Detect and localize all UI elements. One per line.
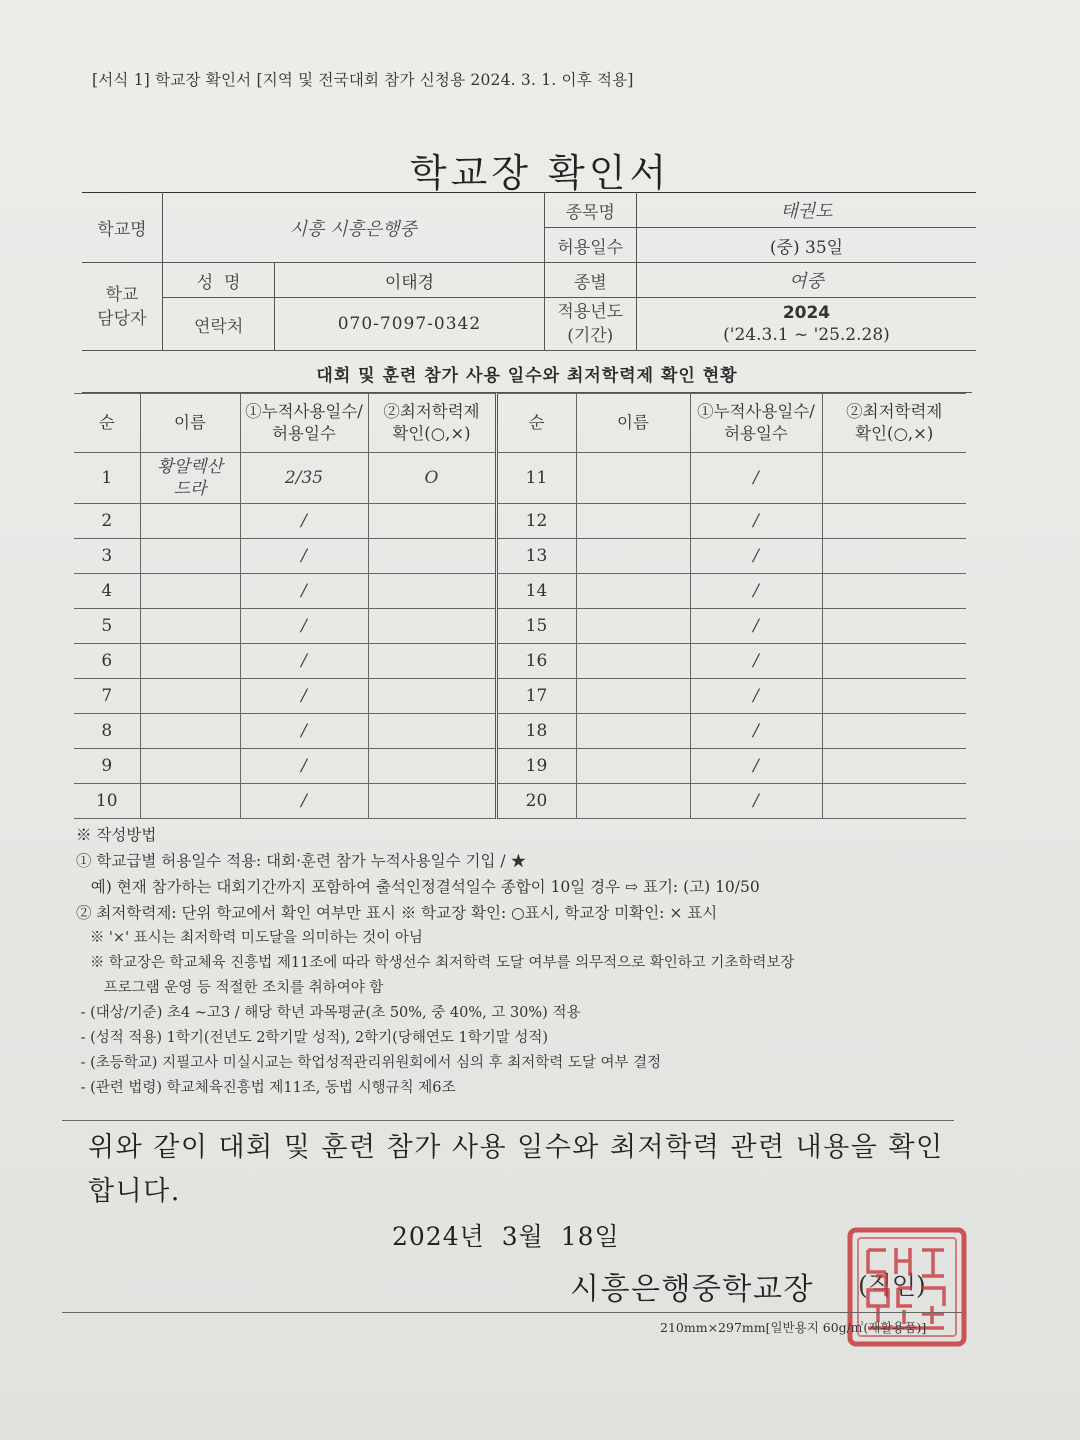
table-row — [74, 539, 966, 574]
instruction-line: - (초등학교) 지필고사 미실시교는 학업성적관리위원회에서 심의 후 최저학력 도달 여부 결정 — [76, 1055, 662, 1071]
days-used: / — [690, 749, 822, 784]
academic-check — [822, 679, 966, 714]
allowed-days-value: (중) 35일 — [636, 228, 976, 263]
student-name — [576, 784, 690, 819]
academic-check — [822, 784, 966, 819]
days-used: / — [690, 609, 822, 644]
divider — [62, 1120, 954, 1121]
signer-name: 시흥은행중학교장 — [570, 1272, 814, 1307]
status-table — [74, 393, 966, 819]
student-name — [140, 714, 240, 749]
year-label: 적용년도 (기간) — [544, 298, 636, 351]
student-name — [140, 749, 240, 784]
academic-check — [822, 609, 966, 644]
student-name — [140, 574, 240, 609]
academic-check — [368, 714, 496, 749]
name-label: 성 명 — [162, 263, 275, 298]
category-label: 종별 — [544, 263, 636, 298]
days-used: / — [240, 574, 368, 609]
academic-check — [822, 574, 966, 609]
header-days: ①누적사용일수/ 허용일수 — [240, 394, 368, 453]
header-check: ②최저학력제 확인(○,×) — [368, 394, 496, 453]
student-name — [140, 784, 240, 819]
student-name — [576, 574, 690, 609]
form-header: [서식 1] 학교장 확인서 [지역 및 전국대회 참가 신청용 2024. 3. 1. 이후 적용] — [92, 71, 634, 89]
instruction-line: - (대상/기준) 초4 ~고3 / 해당 학년 과목평균(초 50%, 중 40%, 고 30%) 적용 — [76, 1005, 581, 1021]
table-row — [74, 453, 966, 504]
year-cell — [636, 298, 976, 351]
row-number: 20 — [496, 784, 576, 819]
row-number: 9 — [74, 749, 140, 784]
days-used: / — [690, 644, 822, 679]
footer-divider — [62, 1312, 962, 1313]
table-row — [74, 504, 966, 539]
academic-check — [368, 539, 496, 574]
name-value: 이태경 — [275, 263, 544, 298]
academic-check — [822, 714, 966, 749]
header-days-right: ①누적사용일수/ 허용일수 — [690, 394, 822, 453]
days-used: / — [240, 714, 368, 749]
student-name — [576, 504, 690, 539]
row-number: 8 — [74, 714, 140, 749]
school-label: 학교명 — [82, 193, 162, 263]
table-row — [74, 574, 966, 609]
academic-check — [822, 749, 966, 784]
row-number: 5 — [74, 609, 140, 644]
seal-mark-label: (직인) — [858, 1271, 926, 1300]
info-table — [82, 192, 976, 351]
academic-check — [368, 504, 496, 539]
instruction-line: 예) 현재 참가하는 대회기간까지 포함하여 출석인정결석일수 종합이 10일 경우 ⇨ 표기: (고) 10/50 — [76, 878, 760, 896]
instruction-line: 프로그램 운영 등 적절한 조치를 취하여야 함 — [76, 980, 384, 996]
row-number: 4 — [74, 574, 140, 609]
academic-check — [822, 644, 966, 679]
instruction-line: ① 학교급별 허용일수 적용: 대회·훈련 참가 누적사용일수 기입 / ★ — [76, 852, 527, 870]
days-used: / — [690, 679, 822, 714]
instruction-line: ② 최저학력제: 단위 학교에서 확인 여부만 표시 ※ 학교장 확인: ○표시, 학교장 미확인: × 표시 — [76, 904, 718, 922]
header-name-right: 이름 — [576, 394, 690, 453]
student-name — [576, 679, 690, 714]
days-used: / — [240, 644, 368, 679]
header-no-right: 순 — [496, 394, 576, 453]
header-no: 순 — [74, 394, 140, 453]
academic-check — [822, 539, 966, 574]
year-value: 2024 — [782, 303, 831, 323]
student-name — [140, 644, 240, 679]
row-number: 19 — [496, 749, 576, 784]
student-name — [576, 453, 690, 504]
row-number: 7 — [74, 679, 140, 714]
academic-check — [368, 609, 496, 644]
days-used: / — [240, 679, 368, 714]
row-number: 6 — [74, 644, 140, 679]
allowed-days-label: 허용일수 — [544, 228, 636, 263]
days-used: / — [690, 539, 822, 574]
student-name — [140, 539, 240, 574]
table-row — [74, 679, 966, 714]
row-number: 2 — [74, 504, 140, 539]
page-title: 학교장 확인서 — [409, 151, 671, 195]
instruction-line: ※ 작성방법 — [76, 826, 157, 844]
contact-value: 070-7097-0342 — [275, 298, 544, 351]
academic-check — [368, 749, 496, 784]
instruction-line: ※ 학교장은 학교체육 진흥법 제11조에 따라 학생선수 최저학력 도달 여부를 의무적으로 확인하고 기초학력보장 — [76, 955, 795, 971]
instruction-line: - (성적 적용) 1학기(전년도 2학기말 성적), 2학기(당해연도 1학기말 성적) — [76, 1030, 549, 1046]
sport-label: 종목명 — [544, 193, 636, 228]
table-row — [74, 749, 966, 784]
issue-date: 2024년 3월 18일 — [392, 1222, 620, 1251]
academic-check — [368, 679, 496, 714]
header-name: 이름 — [140, 394, 240, 453]
row-number: 3 — [74, 539, 140, 574]
student-name — [576, 539, 690, 574]
instruction-line: - (관련 법령) 학교체육진흥법 제11조, 동법 시행규칙 제6조 — [76, 1080, 456, 1096]
days-used: / — [240, 539, 368, 574]
contact-label: 연락처 — [162, 298, 275, 351]
academic-check — [368, 784, 496, 819]
days-used: / — [240, 609, 368, 644]
student-name: 황알렉산 드라 — [140, 453, 240, 504]
student-name — [576, 714, 690, 749]
row-number: 10 — [74, 784, 140, 819]
sport-value: 태권도 — [636, 193, 976, 228]
school-value: 시흥 시흥은행중 — [162, 193, 544, 263]
row-number: 18 — [496, 714, 576, 749]
paper-spec: 210mm×297mm[일반용지 60g/㎡(재활용품)] — [660, 1320, 927, 1335]
days-used: / — [240, 504, 368, 539]
header-check-right: ②최저학력제 확인(○,×) — [822, 394, 966, 453]
student-name — [140, 504, 240, 539]
table-row — [74, 644, 966, 679]
table-row — [74, 714, 966, 749]
status-title: 대회 및 훈련 참가 사용 일수와 최저학력제 확인 현황 — [82, 360, 972, 393]
table-row — [74, 784, 966, 819]
student-name — [140, 609, 240, 644]
row-number: 12 — [496, 504, 576, 539]
days-used: / — [240, 749, 368, 784]
student-name — [576, 609, 690, 644]
academic-check — [368, 644, 496, 679]
period-value: ('24.3.1 ~ '25.2.28) — [723, 325, 890, 345]
days-used: / — [240, 784, 368, 819]
row-number: 1 — [74, 453, 140, 504]
row-number: 14 — [496, 574, 576, 609]
academic-check — [822, 504, 966, 539]
confirmation-text: 위와 같이 대회 및 훈련 참가 사용 일수와 최저학력 관련 내용을 확인 합니다. — [88, 1132, 944, 1207]
academic-check — [822, 453, 966, 504]
category-value: 여중 — [636, 263, 976, 298]
row-number: 16 — [496, 644, 576, 679]
table-row — [74, 609, 966, 644]
instruction-line: ※ '×' 표시는 최저학력 미도달을 의미하는 것이 아님 — [76, 930, 423, 946]
row-number: 15 — [496, 609, 576, 644]
student-name — [576, 749, 690, 784]
row-number: 13 — [496, 539, 576, 574]
days-used: / — [690, 574, 822, 609]
student-name — [140, 679, 240, 714]
days-used: / — [690, 453, 822, 504]
days-used: / — [690, 504, 822, 539]
days-used: / — [690, 714, 822, 749]
student-name — [576, 644, 690, 679]
status-header-row — [74, 394, 966, 453]
academic-check — [368, 574, 496, 609]
days-used: / — [690, 784, 822, 819]
manager-label: 학교 담당자 — [82, 263, 162, 351]
academic-check: O — [368, 453, 496, 504]
instructions — [76, 822, 976, 1101]
days-used: 2/35 — [240, 453, 368, 504]
row-number: 11 — [496, 453, 576, 504]
row-number: 17 — [496, 679, 576, 714]
